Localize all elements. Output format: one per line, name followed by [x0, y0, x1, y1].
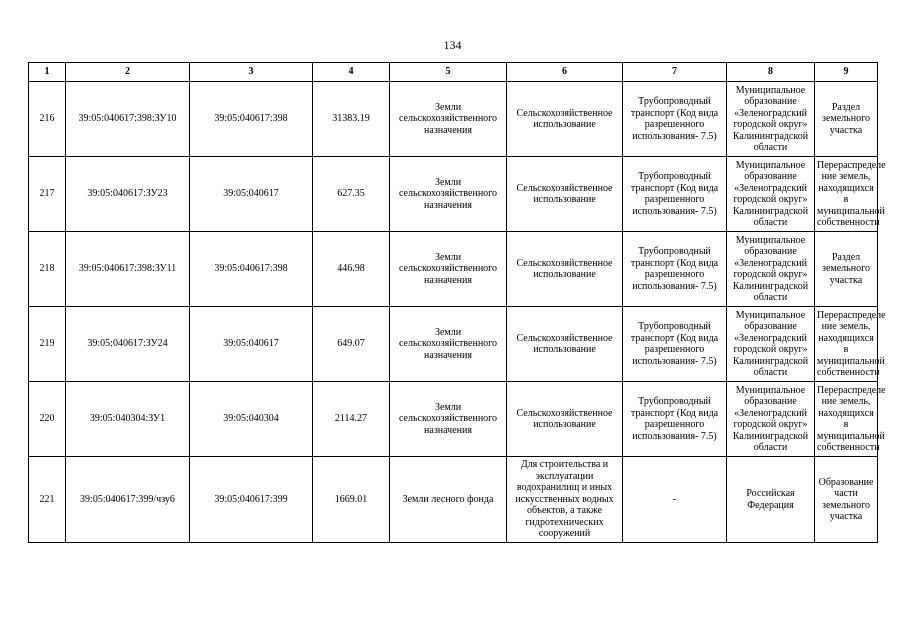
area: 31383.19 — [313, 82, 390, 157]
row-number: 219 — [29, 307, 66, 382]
formation-method: Перераспределе ние земель, находящихся в муниципальной собственности — [815, 382, 878, 457]
permitted-use: Трубопроводный транспорт (Код вида разрешенного использования- 7.5) — [623, 232, 727, 307]
current-use: Сельскохозяйственное использование — [507, 232, 623, 307]
land-category: Земли сельскохозяйственного назначения — [390, 82, 507, 157]
column-header: 5 — [390, 63, 507, 82]
table-row — [29, 382, 878, 457]
table-row — [29, 232, 878, 307]
land-category: Земли лесного фонда — [390, 457, 507, 543]
table-row — [29, 457, 878, 543]
owner: Муниципальное образование «Зеленоградский городской округ» Калининградской области — [727, 307, 815, 382]
formation-method: Перераспределе ние земель, находящихся в муниципальной собственности — [815, 307, 878, 382]
permitted-use: Трубопроводный транспорт (Код вида разрешенного использования- 7.5) — [623, 82, 727, 157]
area: 2114.27 — [313, 382, 390, 457]
cadastral-number: 39:05:040617:398:ЗУ11 — [66, 232, 190, 307]
column-header: 8 — [727, 63, 815, 82]
row-number: 217 — [29, 157, 66, 232]
current-use: Сельскохозяйственное использование — [507, 82, 623, 157]
source-plot: 39:05:040617:398 — [190, 232, 313, 307]
source-plot: 39:05:040617 — [190, 157, 313, 232]
column-header: 3 — [190, 63, 313, 82]
owner: Муниципальное образование «Зеленоградский городской округ» Калининградской области — [727, 382, 815, 457]
area: 446.98 — [313, 232, 390, 307]
permitted-use: - — [623, 457, 727, 543]
table-row — [29, 157, 878, 232]
source-plot: 39:05:040617:399 — [190, 457, 313, 543]
land-plots-table — [28, 62, 886, 543]
row-number: 221 — [29, 457, 66, 543]
column-header: 2 — [66, 63, 190, 82]
permitted-use: Трубопроводный транспорт (Код вида разрешенного использования- 7.5) — [623, 382, 727, 457]
source-plot: 39:05:040617 — [190, 307, 313, 382]
owner: Муниципальное образование «Зеленоградский городской округ» Калининградской области — [727, 157, 815, 232]
area: 627.35 — [313, 157, 390, 232]
cadastral-number: 39:05:040617:398:ЗУ10 — [66, 82, 190, 157]
land-category: Земли сельскохозяйственного назначения — [390, 307, 507, 382]
formation-method: Перераспределе ние земель, находящихся в муниципальной собственности — [815, 157, 878, 232]
column-header: 4 — [313, 63, 390, 82]
formation-method: Раздел земельного участка — [815, 82, 878, 157]
source-plot: 39:05:040304 — [190, 382, 313, 457]
owner: Муниципальное образование «Зеленоградский городской округ» Калининградской области — [727, 82, 815, 157]
current-use: Для строительства и эксплуатации водохранилищ и иных искусственных водных объектов, а также гидротехнических сооружений — [507, 457, 623, 543]
owner: Муниципальное образование «Зеленоградский городской округ» Калининградской области — [727, 232, 815, 307]
current-use: Сельскохозяйственное использование — [507, 382, 623, 457]
formation-method: Раздел земельного участка — [815, 232, 878, 307]
current-use: Сельскохозяйственное использование — [507, 307, 623, 382]
column-header: 6 — [507, 63, 623, 82]
column-header: 9 — [815, 63, 878, 82]
cadastral-number: 39:05:040304:ЗУ1 — [66, 382, 190, 457]
table-row — [29, 82, 878, 157]
row-number: 216 — [29, 82, 66, 157]
land-category: Земли сельскохозяйственного назначения — [390, 232, 507, 307]
column-header: 1 — [29, 63, 66, 82]
source-plot: 39:05:040617:398 — [190, 82, 313, 157]
permitted-use: Трубопроводный транспорт (Код вида разрешенного использования- 7.5) — [623, 307, 727, 382]
cadastral-number: 39:05:040617:ЗУ24 — [66, 307, 190, 382]
cadastral-number: 39:05:040617:ЗУ23 — [66, 157, 190, 232]
cadastral-number: 39:05:040617:399/чзу6 — [66, 457, 190, 543]
owner: Российская Федерация — [727, 457, 815, 543]
header-row — [29, 63, 878, 82]
area: 1669.01 — [313, 457, 390, 543]
column-header: 7 — [623, 63, 727, 82]
page-number: 134 — [443, 38, 462, 52]
land-category: Земли сельскохозяйственного назначения — [390, 382, 507, 457]
land-category: Земли сельскохозяйственного назначения — [390, 157, 507, 232]
current-use: Сельскохозяйственное использование — [507, 157, 623, 232]
table-row — [29, 307, 878, 382]
formation-method: Образование части земельного участка — [815, 457, 878, 543]
area: 649.07 — [313, 307, 390, 382]
row-number: 220 — [29, 382, 66, 457]
permitted-use: Трубопроводный транспорт (Код вида разрешенного использования- 7.5) — [623, 157, 727, 232]
row-number: 218 — [29, 232, 66, 307]
